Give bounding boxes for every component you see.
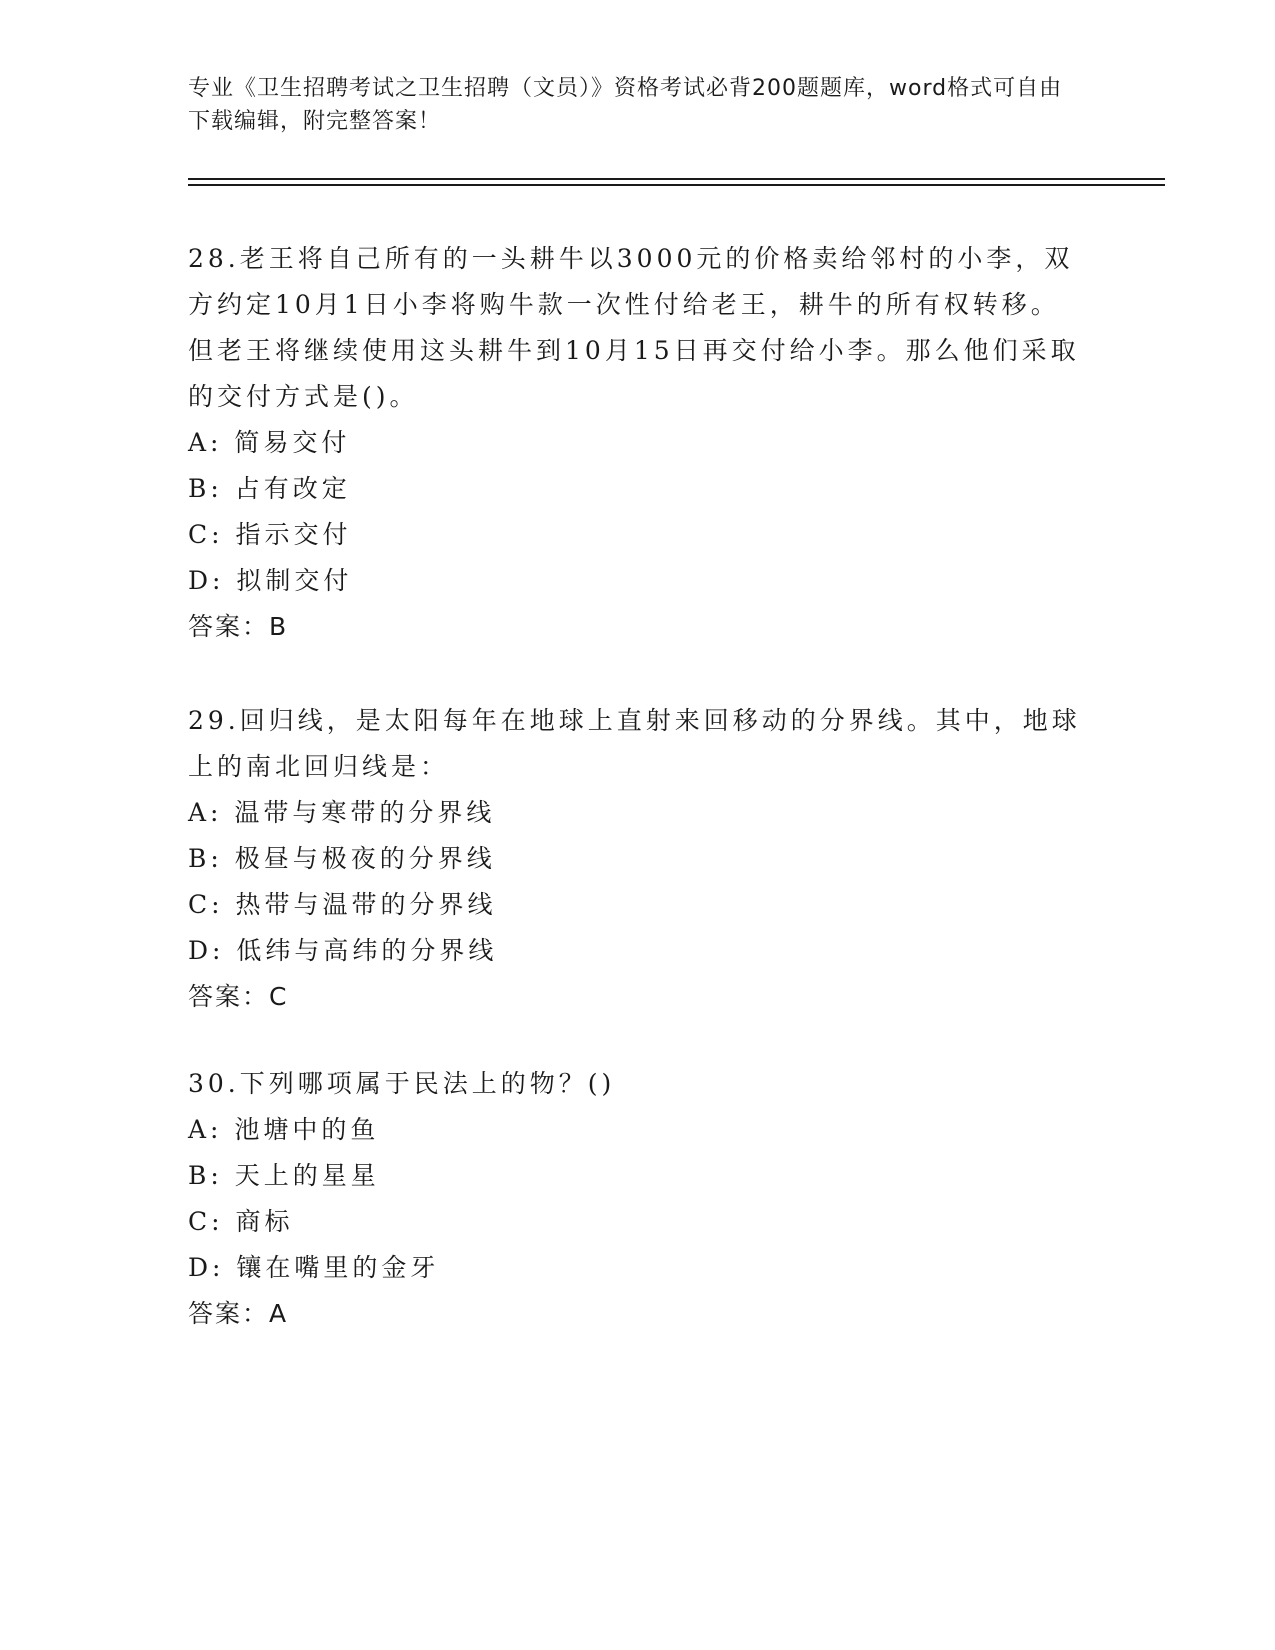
option-b: B: 天上的星星 — [188, 1161, 380, 1190]
option-b: B: 极昼与极夜的分界线 — [188, 844, 496, 873]
answer: 答案：A — [188, 1299, 289, 1328]
question-28 — [188, 236, 1088, 650]
answer: 答案：B — [188, 612, 289, 641]
option-a: A: 简易交付 — [188, 428, 351, 457]
question-29 — [188, 698, 1088, 1020]
header-divider-top — [188, 178, 1165, 180]
option-a: A: 温带与寒带的分界线 — [188, 798, 496, 827]
option-b: B: 占有改定 — [188, 474, 351, 503]
option-d: D: 拟制交付 — [188, 566, 353, 595]
question-stem: 30.下列哪项属于民法上的物？() — [188, 1069, 616, 1098]
option-c: C: 指示交付 — [188, 520, 352, 549]
question-30 — [188, 1061, 1088, 1337]
header-divider-bottom — [188, 184, 1165, 186]
option-d: D: 镶在嘴里的金牙 — [188, 1253, 440, 1282]
option-c: C: 热带与温带的分界线 — [188, 890, 497, 919]
answer: 答案：C — [188, 982, 289, 1011]
option-a: A: 池塘中的鱼 — [188, 1115, 380, 1144]
question-stem: 28.老王将自己所有的一头耕牛以3000元的价格卖给邻村的小李，双方约定10月1日小李将购牛款一次性付给老王，耕牛的所有权转移。但老王将继续使用这头耕牛到10月15日再交付给小李。那么他们采取的交付方式是()。 — [188, 244, 1080, 411]
question-stem: 29.回归线，是太阳每年在地球上直射来回移动的分界线。其中，地球上的南北回归线是： — [188, 706, 1081, 781]
document-header: 专业《卫生招聘考试之卫生招聘（文员）》资格考试必背200题题库，word格式可自由下载编辑，附完整答案！ — [188, 76, 1063, 134]
option-d: D: 低纬与高纬的分界线 — [188, 936, 498, 965]
option-c: C: 商标 — [188, 1207, 294, 1236]
